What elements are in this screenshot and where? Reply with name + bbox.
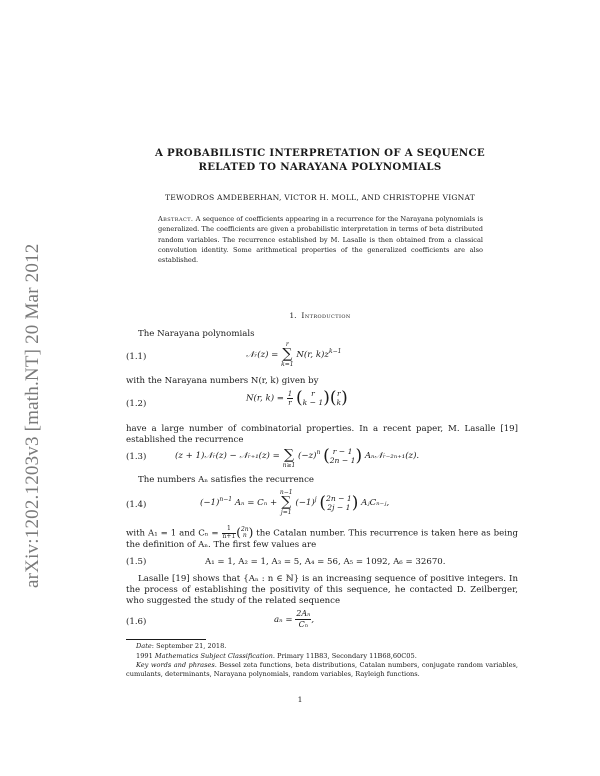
frac-den: Cₙ [298,620,309,629]
eq-1-5-label: (1.5) [126,557,147,567]
paren-right: ) [351,492,359,513]
eq-1-2-lhs: N(r, k) = [246,393,284,404]
eq-1-3-exp: n [316,449,321,457]
sum-bottom: j=1 [280,509,292,516]
catalan-binomial [241,527,249,540]
equation-1-2 [246,389,348,407]
binomial [330,447,356,465]
binom-top: r [311,389,315,398]
abstract-text: A sequence of coefficients appearing in a recurrence for the Narayana polynomials is generalized. The coefficients are given a probabilistic interpretation in terms of beta distributed random variables. The recurrence established by M. Lasalle is then obtained from a classical convolution identity. Some arithmetical properties of the generalized coefficients are also established. [158,215,483,265]
paren-right: ) [341,388,348,408]
authors: TEWODROS AMDEBERHAN, VICTOR H. MOLL, AND CHRISTOPHE VIGNAT [164,193,476,202]
equation-1-6 [274,609,314,630]
abstract-label: Abstract. [158,215,194,223]
eq-1-6-tail: , [311,615,315,625]
page-number: 1 [297,695,303,704]
binom-bottom: k [336,398,342,407]
fraction [295,609,311,630]
msc-label: Mathematics Subject Classification. [154,652,275,660]
equation-1-3 [175,442,419,469]
frac-num: 2Aₙ [296,609,311,618]
sum-operator: ∑ n≥1 [282,447,296,469]
fraction [287,390,293,407]
catalan-fraction [222,526,237,540]
title-line-2: RELATED TO NARAYANA POLYNOMIALS [198,161,442,173]
msc-value: Primary 11B83, Secondary 11B68,60C05. [274,652,417,660]
equation-1-4 [200,489,389,516]
binom-bottom: n [242,532,247,539]
paren-left: ( [323,445,330,466]
paragraph-4: The numbers Aₙ satisfies the recurrence [138,475,314,485]
abstract [158,214,483,265]
keywords-value: Bessel zeta functions, beta distributions, Catalan numbers, conjugate random variables, cumulants, determinants, Narayana polynomials, random variables, Rayleigh functions. [126,661,519,678]
binom-top: r [336,389,341,398]
paren-left: ( [329,388,337,408]
eq-1-6-lhs: aₙ = [274,615,293,625]
eq-1-1-label: (1.1) [126,352,147,362]
paren-right: ) [355,445,363,466]
binomial [326,494,352,512]
msc-year: 1991 [136,652,155,660]
frac-den: n+1 [222,532,236,540]
eq-1-4-term: (−1) [295,498,315,508]
eq-1-1-exp: k−1 [328,348,342,356]
eq-1-1-lhs: 𝒩ᵣ(z) = [246,350,279,360]
footnote-date [126,642,518,651]
eq-1-4-lhs: (−1) [200,498,220,508]
paren-right: ) [323,388,330,408]
eq-1-3-label: (1.3) [126,452,147,462]
footnote-rule [126,639,206,640]
paper-title [120,146,520,174]
sum-bottom: k=1 [281,361,294,368]
paren-left: ( [236,525,241,540]
binom-bottom: k − 1 [302,398,324,407]
eq-1-4-lhs-exp: n−1 [219,496,233,504]
paragraph-5 [126,526,518,551]
arxiv-identifier [14,178,46,590]
paragraph-1: The Narayana polynomials [138,329,255,339]
section-heading [120,311,520,320]
paragraph-2: with the Narayana numbers N(r, k) given by [126,376,319,386]
eq-1-4-exp: j [314,496,317,504]
section-number: 1. [289,311,297,320]
binom-top: 2n [240,525,249,533]
date-value: : September 21, 2018. [151,642,227,650]
footnote-msc [126,652,518,661]
sum-operator: r ∑ k=1 [281,341,294,368]
section-title: Introduction [301,311,351,320]
p5-end: the Catalan number. This recurrence is taken here as being the definition of Aₙ. The first few values are [126,528,519,550]
p5-start: with A₁ = 1 and Cₙ = [126,528,222,539]
frac-den: r [288,398,292,407]
eq-1-3-term: (−z) [298,451,317,461]
paren-left: ( [295,388,303,408]
keywords-label: Key words and phrases. [136,661,217,669]
equation-1-1 [246,341,341,368]
eq-1-2-label: (1.2) [126,399,147,409]
equation-1-5: A₁ = 1, A₂ = 1, A₃ = 5, A₄ = 56, A₅ = 1092, A₆ = 32670. [205,557,446,567]
frac-num: 1 [222,526,237,534]
sum-top: r [285,341,289,348]
paren-left: ( [319,492,326,513]
binom-top: 2n − 1 [325,493,352,503]
paren-right: ) [248,525,254,540]
sum-top: n−1 [279,489,293,496]
frac-num: 1 [287,389,293,398]
binom-bottom: 2n − 1 [329,455,356,465]
eq-1-3-rhs: Aₙ𝒩ᵣ₋₂ₙ₊₁(z). [364,451,420,461]
eq-1-4-mid: Aₙ = Cₙ + [234,498,278,508]
eq-1-1-rhs: N(r, k)z [296,350,329,360]
eq-1-4-label: (1.4) [126,500,147,510]
binom-top: r − 1 [332,446,353,456]
eq-1-3-lhs: (z + 1)𝒩ᵣ(z) − 𝒩ᵣ₊₁(z) = [175,451,280,461]
binomial-1 [303,389,324,407]
paragraph-6: Lasalle [19] shows that {Aₙ : n ∈ ℕ} is an increasing sequence of positive integers. In the process of establishing the positivity of this sequence, he contacted D. Zeilberger, who suggested the study of the related sequence [126,574,518,606]
paragraph-3: have a large number of combinatorial properties. In a recent paper, M. Lasalle [19] established the recurrence [126,424,518,445]
eq-1-4-rhs: AⱼCₙ₋ⱼ, [361,498,390,508]
eq-1-6-label: (1.6) [126,617,147,627]
sum-bottom: n≥1 [282,462,296,469]
binom-bottom: 2j − 1 [327,502,351,512]
footnote-keywords [126,661,518,678]
date-label: Date [136,642,152,650]
sum-operator: n−1 ∑ j=1 [279,489,293,516]
arxiv-id-text: arXiv:1202.1203v3 [math.NT] 20 Mar 2012 [22,243,43,588]
title-line-1: A PROBABILISTIC INTERPRETATION OF A SEQUENCE [155,147,485,159]
